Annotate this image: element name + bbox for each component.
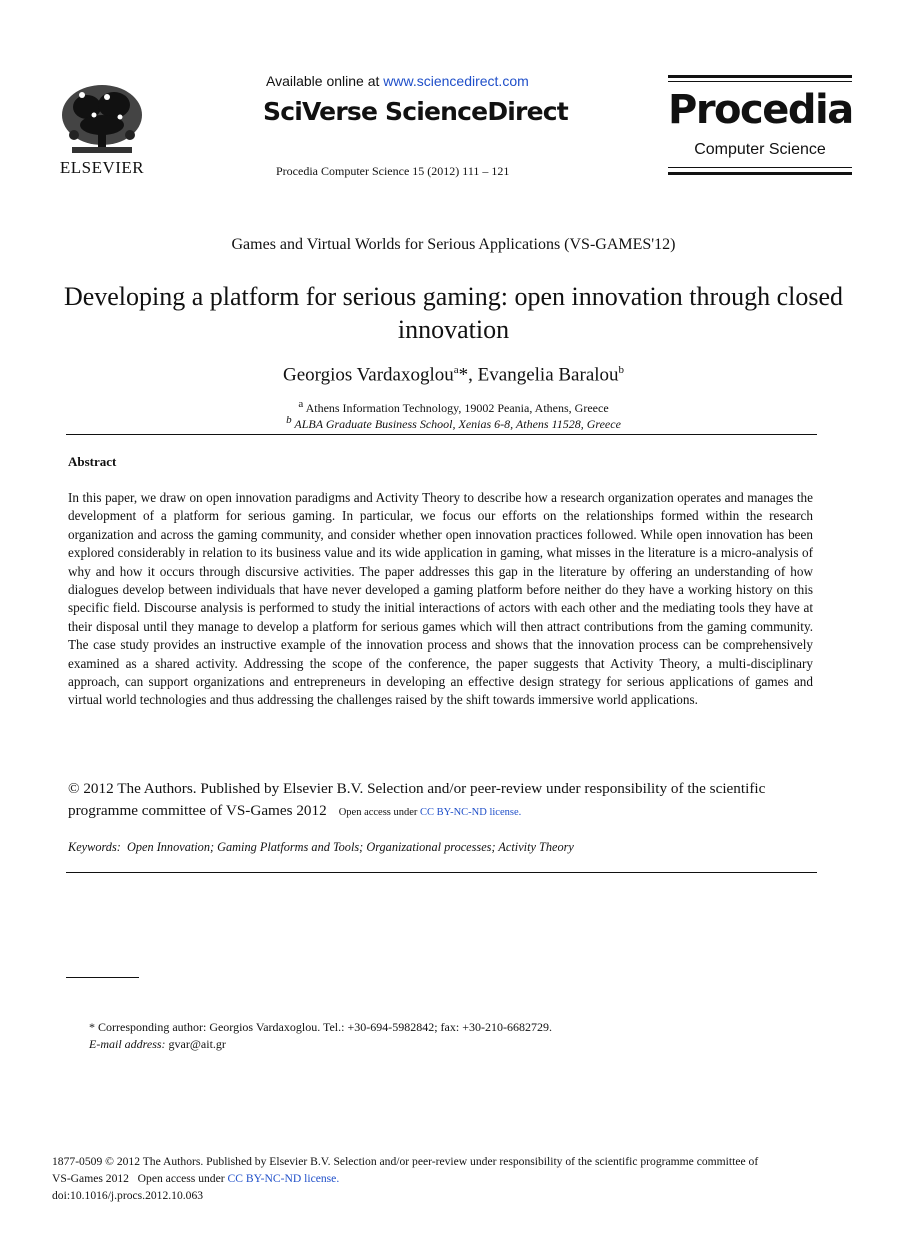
- doi[interactable]: doi:10.1016/j.procs.2012.10.063: [52, 1189, 204, 1202]
- license-link[interactable]: CC BY-NC-ND license.: [420, 807, 522, 818]
- email-label: E-mail address:: [89, 1037, 166, 1051]
- footer-license-link[interactable]: CC BY-NC-ND license.: [227, 1172, 340, 1185]
- author-name: Evangelia Baralou: [477, 364, 619, 386]
- affiliation-text: Athens Information Technology, 19002 Peania, Athens, Greece: [305, 401, 609, 415]
- keywords-line: [68, 840, 574, 855]
- affiliation-mark: b: [286, 414, 292, 426]
- keywords-text: Open Innovation; Gaming Platforms and Tools; Organizational processes; Activity Theory: [126, 840, 574, 854]
- section-divider: [66, 434, 817, 435]
- abstract-heading: Abstract: [68, 454, 117, 469]
- footer-conference: VS-Games 2012: [52, 1172, 129, 1185]
- logo-rule: [668, 172, 852, 175]
- journal-reference: Procedia Computer Science 15 (2012) 111 – 121: [276, 164, 510, 178]
- copyright-text: © 2012 The Authors. Published by Elsevier B.V. Selection and/or peer-review under responsibility of the scientific programme committee of VS-Games 2012: [68, 780, 766, 819]
- affiliation-mark: b: [618, 364, 625, 376]
- corresponding-footnote: [89, 1019, 552, 1053]
- keywords-label: Keywords:: [68, 840, 121, 854]
- logo-rule: [668, 75, 852, 78]
- author-list: Georgios Vardaxoglou$^a$*, Evangelia Baralou$^b$: [282, 364, 625, 386]
- logo-rule: [668, 167, 852, 168]
- email-line: [89, 1036, 552, 1053]
- sciverse-sciencedirect-logo: SciVerse ScienceDirect: [263, 97, 568, 126]
- abstract-text: In this paper, we draw on open innovation paradigms and Activity Theory to describe how a research organization operates and manages the development of a platform for serious gaming. In particular, we focus our efforts on the relationships formed within the research organization and across the gaming community, and consider whether open innovation practices followed. While open innovation has been explored considerably in relation to its business value and its wide application in gaming, what misses in the literature is a micro-analysis of why and how it occurs through discursive activities. The paper addresses this gap in the literature by offering an understanding of how dialogues develop between individuals that have never developed a gaming platform before neither do they have a working history on this specific field. Discourse analysis is performed to study the initial interactions of actors with each other and the mediating tools they have at their disposal until they manage to develop a platform for serious games which will then attract contributions from the gaming community. The case study provides an instructive example of the innovation process and shows that the innovation process can be comprehensively examined as a shared activity. Addressing the scope of the conference, the paper suggests that Activity Theory, a multi-disciplinary approach, can support organizations and entrepreneurs in developing an effective design strategy for serious applications of games and virtual world technologies and thus addressing the challenges raised by the shift towards immersive world applications.: [68, 490, 813, 708]
- email-address[interactable]: gvar@ait.gr: [168, 1037, 226, 1051]
- affiliation-mark: a: [298, 398, 304, 410]
- corresponding-mark: *: [458, 364, 469, 386]
- affiliation-mark: a: [453, 364, 459, 376]
- elsevier-wordmark: ELSEVIER: [59, 158, 145, 177]
- procedia-subtitle: Computer Science: [694, 141, 826, 158]
- paper-title: Developing a platform for serious gaming: open innovation through closed innovation: [63, 282, 844, 344]
- logo-rule: [668, 81, 852, 82]
- footer-copyright-line: 1877-0509 © 2012 The Authors. Published by Elsevier B.V. Selection and/or peer-review under responsibility of the scientific programme committee of: [52, 1155, 759, 1168]
- footnote-rule: [66, 977, 139, 978]
- footer-license-line: [52, 1170, 867, 1187]
- sciencedirect-link[interactable]: www.sciencedirect.com: [383, 73, 529, 89]
- section-divider: [66, 872, 817, 873]
- affiliation-b: [0, 414, 907, 432]
- conference-name: Games and Virtual Worlds for Serious Applications (VS-GAMES'12): [231, 236, 676, 253]
- author-name: Georgios Vardaxoglou: [282, 364, 454, 386]
- available-prefix: Available online at: [266, 73, 384, 89]
- copyright-notice: [68, 778, 838, 824]
- available-online-line: [266, 73, 529, 89]
- open-access-prefix: Open access under: [338, 807, 421, 818]
- page-footer: [52, 1153, 867, 1204]
- footer-open-access-prefix: Open access under: [137, 1172, 228, 1185]
- affiliation-text: ALBA Graduate Business School, Xenias 6-8, Athens 11528, Greece: [294, 417, 621, 431]
- corresponding-author-line: * Corresponding author: Georgios Vardaxoglou. Tel.: +30-694-5982842; fax: +30-210-6682729.: [89, 1020, 552, 1034]
- procedia-logo: [668, 75, 852, 175]
- procedia-title: Procedia: [668, 87, 853, 133]
